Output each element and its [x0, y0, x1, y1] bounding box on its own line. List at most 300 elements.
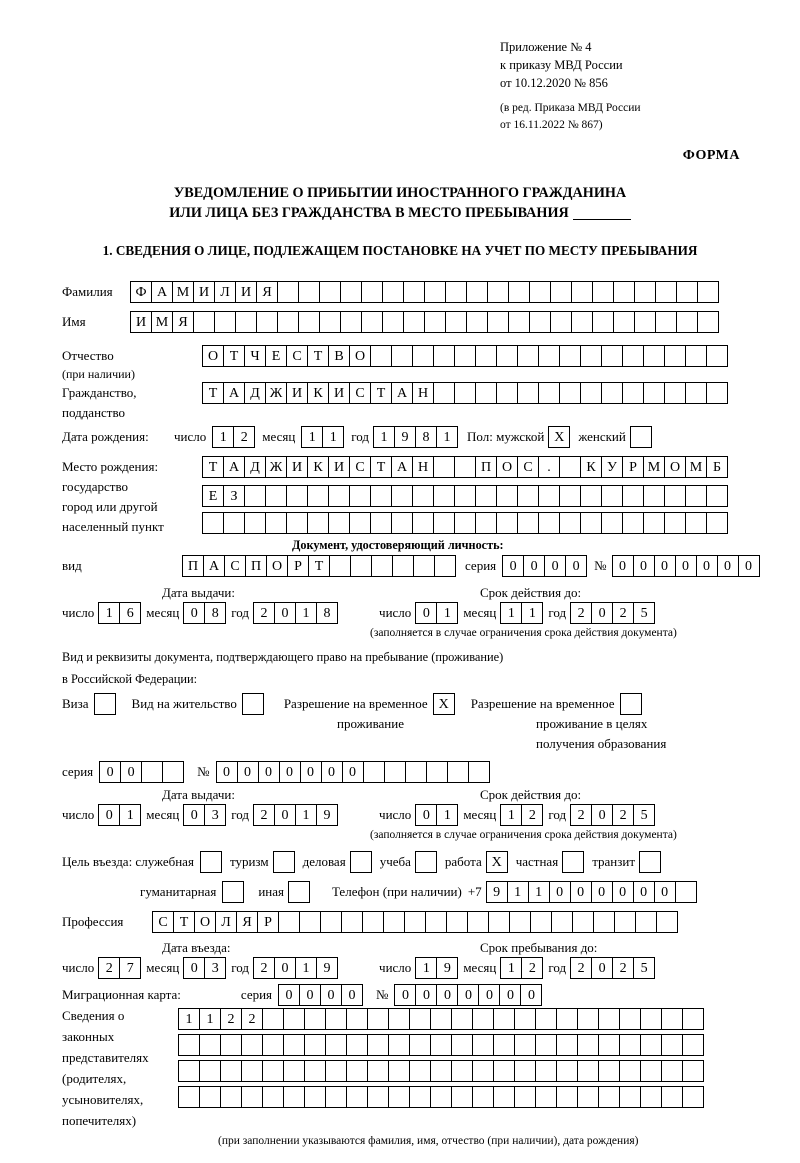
- form-cell[interactable]: 0: [544, 555, 566, 577]
- form-cell[interactable]: [550, 311, 572, 333]
- form-cell[interactable]: 0: [342, 761, 364, 783]
- form-cell[interactable]: В: [328, 345, 350, 367]
- form-cell[interactable]: 1: [373, 426, 395, 448]
- form-cell[interactable]: [412, 485, 434, 507]
- form-cell[interactable]: С: [224, 555, 246, 577]
- form-cell[interactable]: [622, 345, 644, 367]
- form-cell[interactable]: 0: [299, 984, 321, 1006]
- form-cell[interactable]: [682, 1008, 704, 1030]
- form-cell[interactable]: [661, 1034, 683, 1056]
- form-cell[interactable]: [370, 512, 392, 534]
- form-cell[interactable]: [556, 1008, 578, 1030]
- form-cell[interactable]: 3: [204, 804, 226, 826]
- form-cell[interactable]: [265, 512, 287, 534]
- form-cell[interactable]: [643, 345, 665, 367]
- form-cell[interactable]: 1: [301, 426, 323, 448]
- form-cell[interactable]: 2: [612, 804, 634, 826]
- form-cell[interactable]: [622, 485, 644, 507]
- form-cell[interactable]: Я: [172, 311, 194, 333]
- name-input[interactable]: [130, 311, 718, 333]
- form-cell[interactable]: [367, 1008, 389, 1030]
- form-cell[interactable]: Я: [236, 911, 258, 933]
- permit-number-input[interactable]: [216, 761, 489, 783]
- form-cell[interactable]: [340, 311, 362, 333]
- form-cell[interactable]: 0: [183, 957, 205, 979]
- form-cell[interactable]: [466, 281, 488, 303]
- form-cell[interactable]: 0: [633, 555, 655, 577]
- form-cell[interactable]: [283, 1086, 305, 1108]
- form-cell[interactable]: [382, 281, 404, 303]
- form-cell[interactable]: [661, 1086, 683, 1108]
- form-cell[interactable]: [556, 1086, 578, 1108]
- form-cell[interactable]: [388, 1060, 410, 1082]
- form-cell[interactable]: Т: [223, 345, 245, 367]
- form-cell[interactable]: [640, 1008, 662, 1030]
- form-cell[interactable]: [403, 311, 425, 333]
- permit-valid-year-input[interactable]: [570, 804, 654, 826]
- form-cell[interactable]: [340, 281, 362, 303]
- form-cell[interactable]: 0: [591, 602, 613, 624]
- form-cell[interactable]: [220, 1034, 242, 1056]
- form-cell[interactable]: Р: [287, 555, 309, 577]
- form-cell[interactable]: [384, 761, 406, 783]
- purpose-other-checkbox[interactable]: [288, 881, 310, 903]
- form-cell[interactable]: [643, 512, 665, 534]
- form-cell[interactable]: [517, 485, 539, 507]
- form-cell[interactable]: 0: [216, 761, 238, 783]
- form-cell[interactable]: [433, 485, 455, 507]
- form-cell[interactable]: 0: [523, 555, 545, 577]
- form-cell[interactable]: 0: [675, 555, 697, 577]
- form-cell[interactable]: 2: [612, 602, 634, 624]
- form-cell[interactable]: [430, 1034, 452, 1056]
- form-cell[interactable]: 0: [502, 555, 524, 577]
- purpose-service-checkbox[interactable]: [200, 851, 222, 873]
- form-cell[interactable]: [517, 512, 539, 534]
- form-cell[interactable]: [388, 1034, 410, 1056]
- form-cell[interactable]: 0: [612, 555, 634, 577]
- form-cell[interactable]: 0: [457, 984, 479, 1006]
- form-cell[interactable]: [325, 1060, 347, 1082]
- form-cell[interactable]: [262, 1086, 284, 1108]
- form-cell[interactable]: 1: [295, 957, 317, 979]
- form-cell[interactable]: [656, 911, 678, 933]
- form-cell[interactable]: Т: [173, 911, 195, 933]
- legal-rep-row-1-input[interactable]: [178, 1008, 703, 1030]
- purpose-tourism-checkbox[interactable]: [273, 851, 295, 873]
- form-cell[interactable]: [640, 1034, 662, 1056]
- stay-month-input[interactable]: [500, 957, 542, 979]
- form-cell[interactable]: [433, 512, 455, 534]
- form-cell[interactable]: [572, 911, 594, 933]
- form-cell[interactable]: [426, 761, 448, 783]
- legal-rep-row-4-input[interactable]: [178, 1086, 703, 1108]
- form-cell[interactable]: [509, 911, 531, 933]
- form-cell[interactable]: [664, 382, 686, 404]
- purpose-business-checkbox[interactable]: [350, 851, 372, 873]
- purpose-private-checkbox[interactable]: [562, 851, 584, 873]
- form-cell[interactable]: А: [151, 281, 173, 303]
- form-cell[interactable]: [535, 1034, 557, 1056]
- form-cell[interactable]: 9: [316, 804, 338, 826]
- form-cell[interactable]: [325, 1034, 347, 1056]
- form-cell[interactable]: 0: [591, 881, 613, 903]
- form-cell[interactable]: [538, 345, 560, 367]
- form-cell[interactable]: [278, 911, 300, 933]
- form-cell[interactable]: Р: [622, 456, 644, 478]
- form-cell[interactable]: [697, 311, 719, 333]
- form-cell[interactable]: О: [496, 456, 518, 478]
- form-cell[interactable]: [304, 1034, 326, 1056]
- form-cell[interactable]: [307, 512, 329, 534]
- form-cell[interactable]: [430, 1008, 452, 1030]
- form-cell[interactable]: [493, 1086, 515, 1108]
- birthplace-line-2-input[interactable]: [202, 485, 727, 507]
- form-cell[interactable]: 0: [279, 761, 301, 783]
- form-cell[interactable]: [367, 1086, 389, 1108]
- form-cell[interactable]: [613, 281, 635, 303]
- sex-male-checkbox[interactable]: X: [548, 426, 570, 448]
- form-cell[interactable]: [370, 485, 392, 507]
- birth-year-input[interactable]: [373, 426, 457, 448]
- form-cell[interactable]: Т: [202, 382, 224, 404]
- form-cell[interactable]: З: [223, 485, 245, 507]
- form-cell[interactable]: [220, 1086, 242, 1108]
- form-cell[interactable]: [413, 555, 435, 577]
- form-cell[interactable]: 0: [183, 804, 205, 826]
- doc-issue-year-input[interactable]: [253, 602, 337, 624]
- form-cell[interactable]: [508, 311, 530, 333]
- form-cell[interactable]: 1: [322, 426, 344, 448]
- form-cell[interactable]: С: [286, 345, 308, 367]
- form-cell[interactable]: [613, 311, 635, 333]
- doc-valid-day-input[interactable]: [415, 602, 457, 624]
- form-cell[interactable]: [580, 512, 602, 534]
- form-cell[interactable]: 0: [183, 602, 205, 624]
- form-cell[interactable]: И: [286, 456, 308, 478]
- form-cell[interactable]: [634, 311, 656, 333]
- form-cell[interactable]: О: [664, 456, 686, 478]
- form-cell[interactable]: [277, 281, 299, 303]
- form-cell[interactable]: [685, 485, 707, 507]
- form-cell[interactable]: [496, 485, 518, 507]
- migration-series-input[interactable]: [278, 984, 362, 1006]
- form-cell[interactable]: 1: [436, 426, 458, 448]
- form-cell[interactable]: [371, 555, 393, 577]
- form-cell[interactable]: [706, 485, 728, 507]
- form-cell[interactable]: [514, 1008, 536, 1030]
- form-cell[interactable]: [283, 1034, 305, 1056]
- form-cell[interactable]: [634, 281, 656, 303]
- form-cell[interactable]: 2: [521, 804, 543, 826]
- form-cell[interactable]: [454, 382, 476, 404]
- form-cell[interactable]: [622, 512, 644, 534]
- form-cell[interactable]: [454, 512, 476, 534]
- form-cell[interactable]: [556, 1034, 578, 1056]
- form-cell[interactable]: 0: [321, 761, 343, 783]
- form-cell[interactable]: [475, 345, 497, 367]
- form-cell[interactable]: [409, 1008, 431, 1030]
- form-cell[interactable]: [262, 1034, 284, 1056]
- form-cell[interactable]: [535, 1086, 557, 1108]
- form-cell[interactable]: 2: [241, 1008, 263, 1030]
- form-cell[interactable]: [298, 281, 320, 303]
- form-cell[interactable]: [329, 555, 351, 577]
- form-cell[interactable]: [382, 311, 404, 333]
- form-cell[interactable]: [445, 311, 467, 333]
- form-cell[interactable]: И: [286, 382, 308, 404]
- form-cell[interactable]: [433, 456, 455, 478]
- form-cell[interactable]: [241, 1060, 263, 1082]
- form-cell[interactable]: [682, 1034, 704, 1056]
- form-cell[interactable]: А: [391, 456, 413, 478]
- form-cell[interactable]: М: [643, 456, 665, 478]
- form-cell[interactable]: [493, 1034, 515, 1056]
- form-cell[interactable]: [325, 1008, 347, 1030]
- form-cell[interactable]: 0: [478, 984, 500, 1006]
- form-cell[interactable]: Н: [412, 382, 434, 404]
- form-cell[interactable]: [362, 911, 384, 933]
- form-cell[interactable]: [451, 1060, 473, 1082]
- form-cell[interactable]: [655, 281, 677, 303]
- residence-permit-checkbox[interactable]: [242, 693, 264, 715]
- form-cell[interactable]: 1: [212, 426, 234, 448]
- form-cell[interactable]: [559, 512, 581, 534]
- entry-year-input[interactable]: [253, 957, 337, 979]
- permit-valid-month-input[interactable]: [500, 804, 542, 826]
- form-cell[interactable]: 0: [415, 602, 437, 624]
- form-cell[interactable]: [559, 485, 581, 507]
- form-cell[interactable]: 0: [717, 555, 739, 577]
- form-cell[interactable]: [202, 512, 224, 534]
- form-cell[interactable]: [307, 485, 329, 507]
- form-cell[interactable]: У: [601, 456, 623, 478]
- form-cell[interactable]: 2: [253, 957, 275, 979]
- form-cell[interactable]: [577, 1060, 599, 1082]
- form-cell[interactable]: [367, 1034, 389, 1056]
- form-cell[interactable]: [619, 1086, 641, 1108]
- edu-residence-checkbox[interactable]: [620, 693, 642, 715]
- form-cell[interactable]: И: [193, 281, 215, 303]
- form-cell[interactable]: [199, 1034, 221, 1056]
- form-cell[interactable]: [370, 345, 392, 367]
- form-cell[interactable]: [601, 512, 623, 534]
- form-cell[interactable]: [619, 1060, 641, 1082]
- form-cell[interactable]: Т: [202, 456, 224, 478]
- form-cell[interactable]: [675, 881, 697, 903]
- form-cell[interactable]: П: [475, 456, 497, 478]
- form-cell[interactable]: [577, 1086, 599, 1108]
- form-cell[interactable]: Л: [215, 911, 237, 933]
- form-cell[interactable]: [349, 512, 371, 534]
- form-cell[interactable]: С: [349, 456, 371, 478]
- doc-valid-month-input[interactable]: [500, 602, 542, 624]
- form-cell[interactable]: [199, 1086, 221, 1108]
- form-cell[interactable]: [496, 512, 518, 534]
- form-cell[interactable]: [643, 382, 665, 404]
- doc-issue-month-input[interactable]: [183, 602, 225, 624]
- form-cell[interactable]: М: [685, 456, 707, 478]
- form-cell[interactable]: [283, 1060, 305, 1082]
- stay-day-input[interactable]: [415, 957, 457, 979]
- form-cell[interactable]: [424, 311, 446, 333]
- phone-input[interactable]: [486, 881, 696, 903]
- form-cell[interactable]: [592, 281, 614, 303]
- legal-rep-row-2-input[interactable]: [178, 1034, 703, 1056]
- form-cell[interactable]: 1: [507, 881, 529, 903]
- form-cell[interactable]: И: [235, 281, 257, 303]
- citizenship-input[interactable]: [202, 382, 727, 404]
- form-cell[interactable]: 0: [591, 957, 613, 979]
- form-cell[interactable]: 0: [415, 804, 437, 826]
- form-cell[interactable]: [475, 512, 497, 534]
- form-cell[interactable]: И: [130, 311, 152, 333]
- form-cell[interactable]: С: [517, 456, 539, 478]
- form-cell[interactable]: [601, 485, 623, 507]
- form-cell[interactable]: [622, 382, 644, 404]
- purpose-humanitarian-checkbox[interactable]: [222, 881, 244, 903]
- purpose-transit-checkbox[interactable]: [639, 851, 661, 873]
- form-cell[interactable]: [346, 1008, 368, 1030]
- form-cell[interactable]: [320, 911, 342, 933]
- form-cell[interactable]: [425, 911, 447, 933]
- form-cell[interactable]: [241, 1086, 263, 1108]
- entry-month-input[interactable]: [183, 957, 225, 979]
- form-cell[interactable]: 7: [119, 957, 141, 979]
- form-cell[interactable]: [391, 485, 413, 507]
- form-cell[interactable]: [178, 1060, 200, 1082]
- form-cell[interactable]: [433, 382, 455, 404]
- doc-valid-year-input[interactable]: [570, 602, 654, 624]
- form-cell[interactable]: [403, 281, 425, 303]
- form-cell[interactable]: [550, 281, 572, 303]
- form-cell[interactable]: [535, 1008, 557, 1030]
- form-cell[interactable]: Н: [412, 456, 434, 478]
- form-cell[interactable]: [580, 345, 602, 367]
- form-cell[interactable]: [685, 382, 707, 404]
- form-cell[interactable]: 9: [316, 957, 338, 979]
- form-cell[interactable]: [162, 761, 184, 783]
- purpose-study-checkbox[interactable]: [415, 851, 437, 873]
- form-cell[interactable]: Я: [256, 281, 278, 303]
- form-cell[interactable]: [178, 1086, 200, 1108]
- form-cell[interactable]: Ж: [265, 456, 287, 478]
- form-cell[interactable]: М: [172, 281, 194, 303]
- form-cell[interactable]: 2: [233, 426, 255, 448]
- form-cell[interactable]: [514, 1086, 536, 1108]
- form-cell[interactable]: [601, 345, 623, 367]
- form-cell[interactable]: [447, 761, 469, 783]
- form-cell[interactable]: 1: [521, 602, 543, 624]
- form-cell[interactable]: [619, 1034, 641, 1056]
- form-cell[interactable]: 0: [278, 984, 300, 1006]
- form-cell[interactable]: 0: [300, 761, 322, 783]
- form-cell[interactable]: [361, 281, 383, 303]
- form-cell[interactable]: [571, 311, 593, 333]
- form-cell[interactable]: 2: [220, 1008, 242, 1030]
- form-cell[interactable]: 1: [528, 881, 550, 903]
- form-cell[interactable]: [388, 1008, 410, 1030]
- form-cell[interactable]: [383, 911, 405, 933]
- form-cell[interactable]: О: [266, 555, 288, 577]
- form-cell[interactable]: [346, 1034, 368, 1056]
- form-cell[interactable]: [286, 512, 308, 534]
- form-cell[interactable]: [328, 485, 350, 507]
- birthplace-line-3-input[interactable]: [202, 512, 727, 534]
- form-cell[interactable]: [325, 1086, 347, 1108]
- form-cell[interactable]: [328, 512, 350, 534]
- form-cell[interactable]: [488, 911, 510, 933]
- permit-issue-day-input[interactable]: [98, 804, 140, 826]
- form-cell[interactable]: Ч: [244, 345, 266, 367]
- form-cell[interactable]: Е: [265, 345, 287, 367]
- form-cell[interactable]: 0: [258, 761, 280, 783]
- form-cell[interactable]: [454, 345, 476, 367]
- form-cell[interactable]: [593, 911, 615, 933]
- form-cell[interactable]: [598, 1034, 620, 1056]
- form-cell[interactable]: [556, 1060, 578, 1082]
- form-cell[interactable]: 1: [500, 602, 522, 624]
- form-cell[interactable]: [454, 485, 476, 507]
- form-cell[interactable]: [475, 485, 497, 507]
- form-cell[interactable]: [412, 512, 434, 534]
- form-cell[interactable]: [304, 1060, 326, 1082]
- form-cell[interactable]: 8: [415, 426, 437, 448]
- form-cell[interactable]: 0: [274, 602, 296, 624]
- form-cell[interactable]: 9: [436, 957, 458, 979]
- form-cell[interactable]: [514, 1034, 536, 1056]
- form-cell[interactable]: А: [391, 382, 413, 404]
- form-cell[interactable]: [682, 1060, 704, 1082]
- form-cell[interactable]: [580, 382, 602, 404]
- form-cell[interactable]: [412, 345, 434, 367]
- form-cell[interactable]: [286, 485, 308, 507]
- form-cell[interactable]: А: [223, 382, 245, 404]
- form-cell[interactable]: О: [349, 345, 371, 367]
- form-cell[interactable]: [445, 281, 467, 303]
- form-cell[interactable]: [241, 1034, 263, 1056]
- form-cell[interactable]: О: [202, 345, 224, 367]
- doc-issue-day-input[interactable]: [98, 602, 140, 624]
- form-cell[interactable]: [304, 1086, 326, 1108]
- form-cell[interactable]: [559, 382, 581, 404]
- form-cell[interactable]: [682, 1086, 704, 1108]
- entry-day-input[interactable]: [98, 957, 140, 979]
- form-cell[interactable]: [214, 311, 236, 333]
- form-cell[interactable]: [472, 1086, 494, 1108]
- form-cell[interactable]: 8: [316, 602, 338, 624]
- form-cell[interactable]: [141, 761, 163, 783]
- form-cell[interactable]: 5: [633, 957, 655, 979]
- form-cell[interactable]: Т: [370, 456, 392, 478]
- sex-female-checkbox[interactable]: [630, 426, 652, 448]
- form-cell[interactable]: А: [203, 555, 225, 577]
- form-cell[interactable]: [676, 311, 698, 333]
- form-cell[interactable]: [262, 1060, 284, 1082]
- form-cell[interactable]: [538, 512, 560, 534]
- form-cell[interactable]: П: [182, 555, 204, 577]
- form-cell[interactable]: [685, 512, 707, 534]
- form-cell[interactable]: [319, 311, 341, 333]
- form-cell[interactable]: [517, 382, 539, 404]
- form-cell[interactable]: 0: [320, 984, 342, 1006]
- form-cell[interactable]: [685, 345, 707, 367]
- form-cell[interactable]: [529, 311, 551, 333]
- form-cell[interactable]: 0: [654, 555, 676, 577]
- form-cell[interactable]: [409, 1086, 431, 1108]
- form-cell[interactable]: 0: [415, 984, 437, 1006]
- profession-input[interactable]: [152, 911, 677, 933]
